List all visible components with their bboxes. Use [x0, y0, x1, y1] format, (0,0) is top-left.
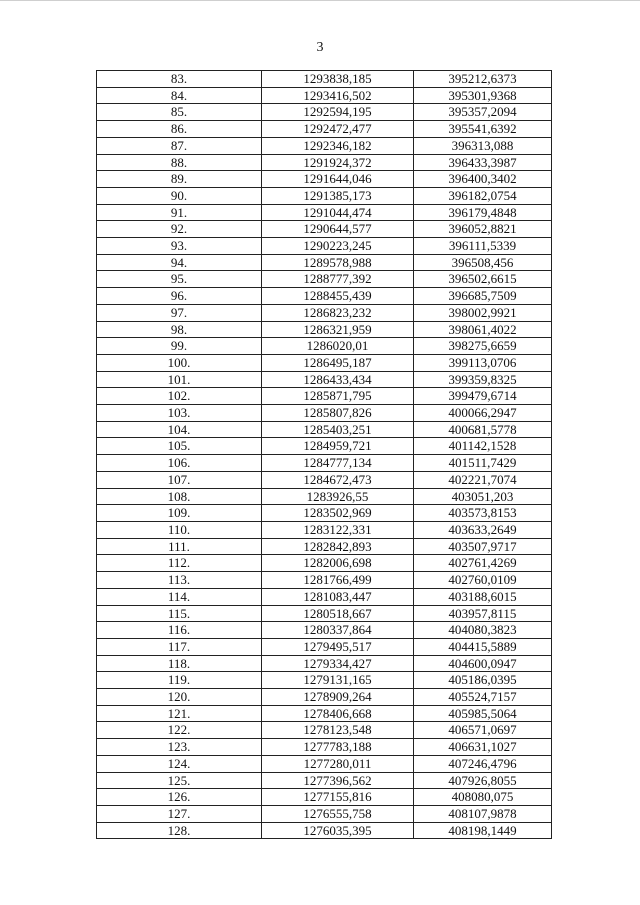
table-row: [97, 705, 552, 722]
x-coordinate-cell: 1292346,182: [262, 137, 414, 154]
y-coordinate-cell: 404080,3823: [414, 622, 552, 639]
x-coordinate-cell: 1277396,562: [262, 772, 414, 789]
point-number-cell: 123.: [97, 739, 262, 756]
x-coordinate-cell: 1292472,477: [262, 121, 414, 138]
x-coordinate-cell: 1284672,473: [262, 471, 414, 488]
table-row: [97, 204, 552, 221]
y-coordinate-cell: 400681,5778: [414, 421, 552, 438]
table-row: [97, 221, 552, 238]
table-row: [97, 605, 552, 622]
point-number-cell: 86.: [97, 121, 262, 138]
y-coordinate-cell: 398002,9921: [414, 304, 552, 321]
table-row: [97, 805, 552, 822]
y-coordinate-cell: 403573,8153: [414, 505, 552, 522]
x-coordinate-cell: 1280518,667: [262, 605, 414, 622]
point-number-cell: 100.: [97, 354, 262, 371]
y-coordinate-cell: 396182,0754: [414, 187, 552, 204]
y-coordinate-cell: 401511,7429: [414, 455, 552, 472]
point-number-cell: 126.: [97, 789, 262, 806]
x-coordinate-cell: 1278123,548: [262, 722, 414, 739]
y-coordinate-cell: 402760,0109: [414, 572, 552, 589]
point-number-cell: 92.: [97, 221, 262, 238]
table-row: [97, 622, 552, 639]
point-number-cell: 124.: [97, 755, 262, 772]
table-row: [97, 588, 552, 605]
point-number-cell: 108.: [97, 488, 262, 505]
table-row: [97, 187, 552, 204]
table-row: [97, 104, 552, 121]
table-row: [97, 739, 552, 756]
y-coordinate-cell: 398275,6659: [414, 338, 552, 355]
x-coordinate-cell: 1284777,134: [262, 455, 414, 472]
x-coordinate-cell: 1291044,474: [262, 204, 414, 221]
point-number-cell: 88.: [97, 154, 262, 171]
table-row: [97, 822, 552, 839]
point-number-cell: 103.: [97, 405, 262, 422]
x-coordinate-cell: 1277280,011: [262, 755, 414, 772]
y-coordinate-cell: 395541,6392: [414, 121, 552, 138]
point-number-cell: 89.: [97, 171, 262, 188]
point-number-cell: 104.: [97, 421, 262, 438]
x-coordinate-cell: 1280337,864: [262, 622, 414, 639]
point-number-cell: 85.: [97, 104, 262, 121]
x-coordinate-cell: 1285403,251: [262, 421, 414, 438]
y-coordinate-cell: 396400,3402: [414, 171, 552, 188]
x-coordinate-cell: 1291385,173: [262, 187, 414, 204]
table-row: [97, 87, 552, 104]
y-coordinate-cell: 399113,0706: [414, 354, 552, 371]
table-body: [97, 71, 552, 839]
x-coordinate-cell: 1293416,502: [262, 87, 414, 104]
y-coordinate-cell: 405524,7157: [414, 689, 552, 706]
y-coordinate-cell: 396508,456: [414, 254, 552, 271]
table-row: [97, 254, 552, 271]
point-number-cell: 91.: [97, 204, 262, 221]
x-coordinate-cell: 1277155,816: [262, 789, 414, 806]
y-coordinate-cell: 408080,075: [414, 789, 552, 806]
table-row: [97, 655, 552, 672]
y-coordinate-cell: 396685,7509: [414, 288, 552, 305]
x-coordinate-cell: 1276035,395: [262, 822, 414, 839]
y-coordinate-cell: 401142,1528: [414, 438, 552, 455]
point-number-cell: 122.: [97, 722, 262, 739]
y-coordinate-cell: 405985,5064: [414, 705, 552, 722]
y-coordinate-cell: 404415,5889: [414, 638, 552, 655]
y-coordinate-cell: 396502,6615: [414, 271, 552, 288]
y-coordinate-cell: 406631,1027: [414, 739, 552, 756]
x-coordinate-cell: 1292594,195: [262, 104, 414, 121]
y-coordinate-cell: 395301,9368: [414, 87, 552, 104]
table-row: [97, 572, 552, 589]
point-number-cell: 114.: [97, 588, 262, 605]
y-coordinate-cell: 407246,4796: [414, 755, 552, 772]
table-row: [97, 338, 552, 355]
point-number-cell: 97.: [97, 304, 262, 321]
point-number-cell: 99.: [97, 338, 262, 355]
x-coordinate-cell: 1279495,517: [262, 638, 414, 655]
x-coordinate-cell: 1291924,372: [262, 154, 414, 171]
point-number-cell: 105.: [97, 438, 262, 455]
x-coordinate-cell: 1290223,245: [262, 238, 414, 255]
x-coordinate-cell: 1282842,893: [262, 538, 414, 555]
table-row: [97, 638, 552, 655]
x-coordinate-cell: 1284959,721: [262, 438, 414, 455]
y-coordinate-cell: 403957,8115: [414, 605, 552, 622]
x-coordinate-cell: 1286495,187: [262, 354, 414, 371]
table-row: [97, 388, 552, 405]
coordinates-table: [96, 70, 552, 839]
y-coordinate-cell: 403507,9717: [414, 538, 552, 555]
x-coordinate-cell: 1288777,392: [262, 271, 414, 288]
table-row: [97, 121, 552, 138]
y-coordinate-cell: 396313,088: [414, 137, 552, 154]
y-coordinate-cell: 395212,6373: [414, 71, 552, 88]
page-edge: [0, 0, 640, 1]
x-coordinate-cell: 1291644,046: [262, 171, 414, 188]
y-coordinate-cell: 403051,203: [414, 488, 552, 505]
table-row: [97, 405, 552, 422]
y-coordinate-cell: 399479,6714: [414, 388, 552, 405]
point-number-cell: 96.: [97, 288, 262, 305]
y-coordinate-cell: 399359,8325: [414, 371, 552, 388]
point-number-cell: 120.: [97, 689, 262, 706]
table-row: [97, 505, 552, 522]
x-coordinate-cell: 1279131,165: [262, 672, 414, 689]
x-coordinate-cell: 1281083,447: [262, 588, 414, 605]
table-row: [97, 555, 552, 572]
x-coordinate-cell: 1278909,264: [262, 689, 414, 706]
x-coordinate-cell: 1277783,188: [262, 739, 414, 756]
point-number-cell: 109.: [97, 505, 262, 522]
x-coordinate-cell: 1286433,434: [262, 371, 414, 388]
table-row: [97, 304, 552, 321]
point-number-cell: 95.: [97, 271, 262, 288]
x-coordinate-cell: 1279334,427: [262, 655, 414, 672]
table-row: [97, 488, 552, 505]
x-coordinate-cell: 1276555,758: [262, 805, 414, 822]
page-number: 3: [316, 40, 324, 55]
table-row: [97, 455, 552, 472]
y-coordinate-cell: 407926,8055: [414, 772, 552, 789]
table-row: [97, 772, 552, 789]
y-coordinate-cell: 408198,1449: [414, 822, 552, 839]
table-row: [97, 471, 552, 488]
table-row: [97, 354, 552, 371]
table-row: [97, 288, 552, 305]
table-row: [97, 538, 552, 555]
x-coordinate-cell: 1286020,01: [262, 338, 414, 355]
table-row: [97, 171, 552, 188]
point-number-cell: 113.: [97, 572, 262, 589]
point-number-cell: 102.: [97, 388, 262, 405]
point-number-cell: 107.: [97, 471, 262, 488]
x-coordinate-cell: 1282006,698: [262, 555, 414, 572]
x-coordinate-cell: 1283122,331: [262, 521, 414, 538]
point-number-cell: 98.: [97, 321, 262, 338]
x-coordinate-cell: 1285807,826: [262, 405, 414, 422]
table-row: [97, 71, 552, 88]
point-number-cell: 112.: [97, 555, 262, 572]
y-coordinate-cell: 402761,4269: [414, 555, 552, 572]
point-number-cell: 115.: [97, 605, 262, 622]
point-number-cell: 83.: [97, 71, 262, 88]
y-coordinate-cell: 408107,9878: [414, 805, 552, 822]
point-number-cell: 117.: [97, 638, 262, 655]
x-coordinate-cell: 1286823,232: [262, 304, 414, 321]
table-row: [97, 137, 552, 154]
table-row: [97, 438, 552, 455]
x-coordinate-cell: 1283926,55: [262, 488, 414, 505]
y-coordinate-cell: 396179,4848: [414, 204, 552, 221]
point-number-cell: 111.: [97, 538, 262, 555]
y-coordinate-cell: 395357,2094: [414, 104, 552, 121]
table-row: [97, 689, 552, 706]
x-coordinate-cell: 1288455,439: [262, 288, 414, 305]
table-row: [97, 755, 552, 772]
point-number-cell: 121.: [97, 705, 262, 722]
x-coordinate-cell: 1278406,668: [262, 705, 414, 722]
table-row: [97, 271, 552, 288]
table-row: [97, 789, 552, 806]
table-row: [97, 521, 552, 538]
x-coordinate-cell: 1286321,959: [262, 321, 414, 338]
table-row: [97, 421, 552, 438]
table-row: [97, 154, 552, 171]
y-coordinate-cell: 398061,4022: [414, 321, 552, 338]
table-row: [97, 722, 552, 739]
x-coordinate-cell: 1293838,185: [262, 71, 414, 88]
x-coordinate-cell: 1281766,499: [262, 572, 414, 589]
point-number-cell: 119.: [97, 672, 262, 689]
table-row: [97, 321, 552, 338]
table-row: [97, 371, 552, 388]
y-coordinate-cell: 396052,8821: [414, 221, 552, 238]
point-number-cell: 106.: [97, 455, 262, 472]
point-number-cell: 125.: [97, 772, 262, 789]
x-coordinate-cell: 1283502,969: [262, 505, 414, 522]
x-coordinate-cell: 1289578,988: [262, 254, 414, 271]
table-row: [97, 238, 552, 255]
table-row: [97, 672, 552, 689]
point-number-cell: 94.: [97, 254, 262, 271]
point-number-cell: 127.: [97, 805, 262, 822]
point-number-cell: 84.: [97, 87, 262, 104]
point-number-cell: 93.: [97, 238, 262, 255]
x-coordinate-cell: 1285871,795: [262, 388, 414, 405]
point-number-cell: 118.: [97, 655, 262, 672]
point-number-cell: 101.: [97, 371, 262, 388]
x-coordinate-cell: 1290644,577: [262, 221, 414, 238]
y-coordinate-cell: 403633,2649: [414, 521, 552, 538]
y-coordinate-cell: 405186,0395: [414, 672, 552, 689]
y-coordinate-cell: 396111,5339: [414, 238, 552, 255]
y-coordinate-cell: 406571,0697: [414, 722, 552, 739]
point-number-cell: 87.: [97, 137, 262, 154]
point-number-cell: 90.: [97, 187, 262, 204]
y-coordinate-cell: 396433,3987: [414, 154, 552, 171]
y-coordinate-cell: 402221,7074: [414, 471, 552, 488]
y-coordinate-cell: 400066,2947: [414, 405, 552, 422]
point-number-cell: 116.: [97, 622, 262, 639]
point-number-cell: 128.: [97, 822, 262, 839]
y-coordinate-cell: 404600,0947: [414, 655, 552, 672]
y-coordinate-cell: 403188,6015: [414, 588, 552, 605]
point-number-cell: 110.: [97, 521, 262, 538]
